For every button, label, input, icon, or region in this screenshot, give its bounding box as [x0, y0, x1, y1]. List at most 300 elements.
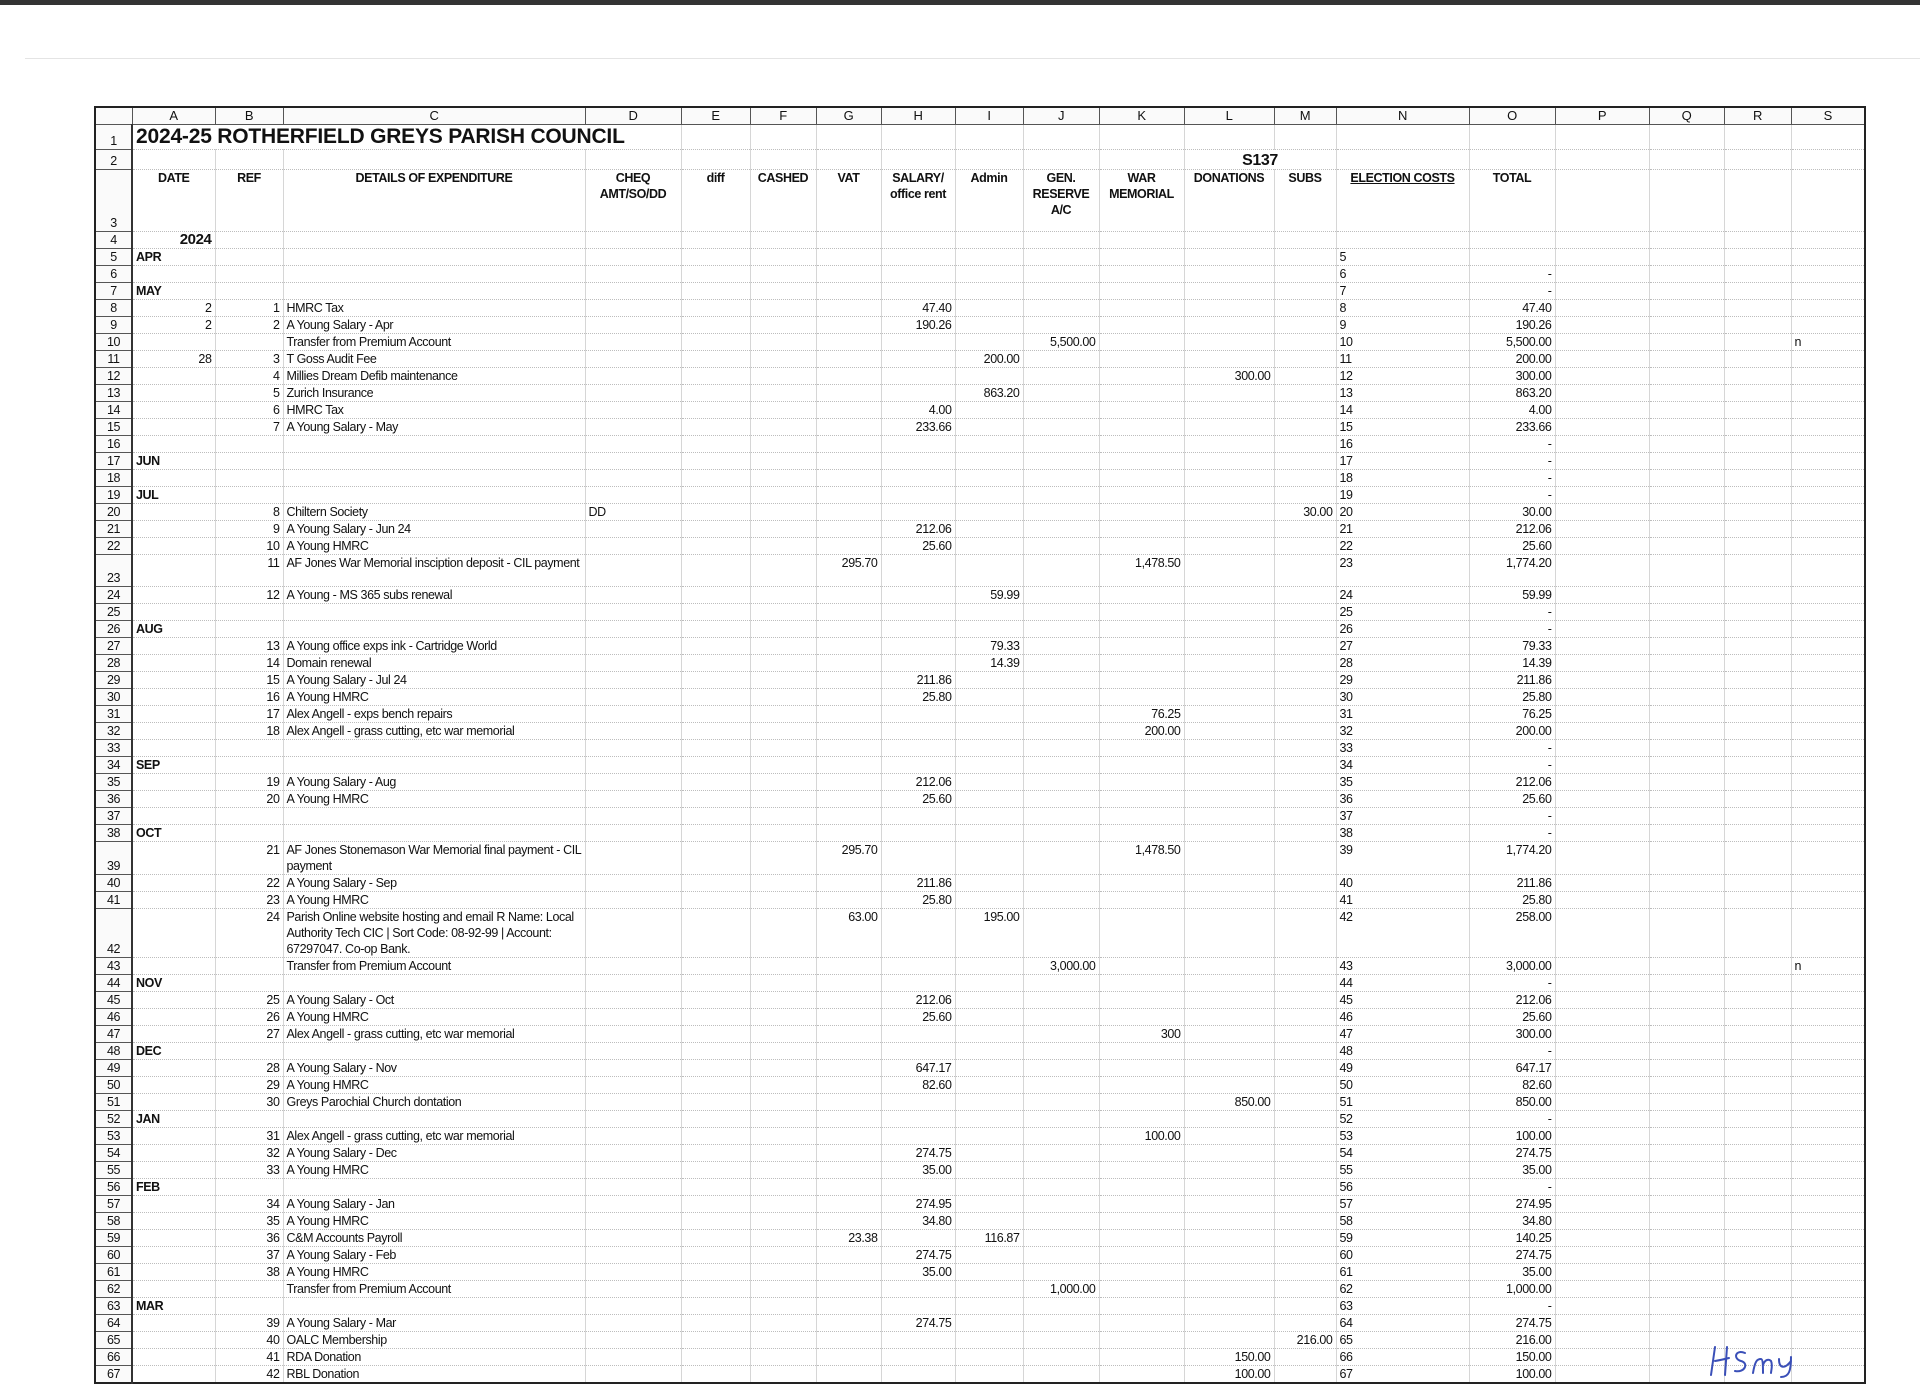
total-cell[interactable]: 150.00	[1469, 1349, 1555, 1366]
cell[interactable]	[1274, 1213, 1336, 1230]
cell[interactable]	[283, 808, 585, 825]
cell[interactable]	[681, 520, 750, 537]
row-number[interactable]: 38	[95, 825, 132, 842]
cell[interactable]	[1023, 1179, 1099, 1196]
cell[interactable]	[681, 384, 750, 401]
cell[interactable]	[1023, 875, 1099, 892]
cell[interactable]	[1023, 638, 1099, 655]
cell[interactable]	[1023, 774, 1099, 791]
cell[interactable]	[955, 723, 1023, 740]
row-number[interactable]: 27	[95, 638, 132, 655]
cell[interactable]	[585, 1060, 681, 1077]
cell[interactable]	[750, 1366, 816, 1384]
cell[interactable]	[881, 975, 955, 992]
row-number[interactable]: 44	[95, 975, 132, 992]
cell[interactable]	[1274, 316, 1336, 333]
cell[interactable]	[1649, 1196, 1724, 1213]
cell[interactable]	[1555, 1230, 1649, 1247]
cell[interactable]	[1791, 672, 1865, 689]
admin-cell[interactable]: 59.99	[955, 587, 1023, 604]
cell[interactable]	[1274, 469, 1336, 486]
cell[interactable]	[1184, 554, 1274, 587]
cell[interactable]	[132, 655, 215, 672]
cell[interactable]	[1274, 604, 1336, 621]
cell[interactable]: 43	[1336, 958, 1469, 975]
cell[interactable]	[1274, 367, 1336, 384]
cell[interactable]	[283, 231, 585, 248]
cell[interactable]	[283, 825, 585, 842]
ref-cell[interactable]: 9	[215, 520, 283, 537]
cell[interactable]	[955, 1281, 1023, 1298]
row-number[interactable]: 11	[95, 350, 132, 367]
cell[interactable]	[1184, 757, 1274, 774]
details-cell[interactable]: A Young Salary - Apr	[283, 316, 585, 333]
cell[interactable]	[681, 587, 750, 604]
cell[interactable]	[1555, 958, 1649, 975]
cell[interactable]	[283, 1111, 585, 1128]
cell[interactable]	[1791, 587, 1865, 604]
cell[interactable]	[955, 689, 1023, 706]
row-number[interactable]: 67	[95, 1366, 132, 1384]
cell[interactable]	[1184, 975, 1274, 992]
row-number[interactable]: 28	[95, 655, 132, 672]
row-number[interactable]: 30	[95, 689, 132, 706]
cell[interactable]	[750, 1213, 816, 1230]
cell[interactable]	[1184, 604, 1274, 621]
cell[interactable]	[1649, 757, 1724, 774]
cell[interactable]	[1555, 975, 1649, 992]
row-number[interactable]: 10	[95, 333, 132, 350]
cell[interactable]: 32	[1336, 723, 1469, 740]
cell[interactable]	[585, 316, 681, 333]
cell[interactable]: 23	[1336, 554, 1469, 587]
cell[interactable]	[1099, 1009, 1184, 1026]
cell[interactable]	[816, 231, 881, 248]
cell[interactable]	[816, 672, 881, 689]
cell[interactable]: 67	[1336, 1366, 1469, 1384]
cell[interactable]	[1099, 621, 1184, 638]
cell[interactable]	[1724, 791, 1791, 808]
cell[interactable]: 63	[1336, 1298, 1469, 1315]
cell[interactable]	[1791, 265, 1865, 282]
cell[interactable]	[1023, 1094, 1099, 1111]
cell[interactable]	[681, 1196, 750, 1213]
cell[interactable]	[585, 1128, 681, 1145]
ref-cell[interactable]: 10	[215, 537, 283, 554]
cell[interactable]	[681, 537, 750, 554]
column-header-q[interactable]: Q	[1649, 107, 1724, 124]
cell[interactable]	[681, 808, 750, 825]
cell[interactable]	[881, 469, 955, 486]
cell[interactable]	[283, 282, 585, 299]
subs-cell[interactable]: 216.00	[1274, 1332, 1336, 1349]
cell[interactable]	[1649, 1247, 1724, 1264]
cell[interactable]	[750, 992, 816, 1009]
column-header-k[interactable]: K	[1099, 107, 1184, 124]
cell[interactable]	[1724, 452, 1791, 469]
salary-cell[interactable]: 274.75	[881, 1145, 955, 1162]
cell[interactable]: 27	[1336, 638, 1469, 655]
column-header-a[interactable]: A	[132, 107, 215, 124]
cell[interactable]	[1649, 520, 1724, 537]
cell[interactable]	[881, 367, 955, 384]
cell[interactable]	[1023, 723, 1099, 740]
cell[interactable]	[1649, 149, 1724, 169]
cell[interactable]	[816, 124, 881, 149]
cell[interactable]	[585, 706, 681, 723]
ref-cell[interactable]: 28	[215, 1060, 283, 1077]
cell[interactable]	[1274, 537, 1336, 554]
cell[interactable]	[1023, 486, 1099, 503]
cell[interactable]	[955, 808, 1023, 825]
cell[interactable]	[1791, 169, 1865, 231]
cell[interactable]	[585, 1298, 681, 1315]
cell[interactable]	[1099, 299, 1184, 316]
cell[interactable]	[1023, 992, 1099, 1009]
cell[interactable]	[1791, 248, 1865, 265]
cell[interactable]	[1555, 621, 1649, 638]
cell[interactable]	[1099, 503, 1184, 520]
cell[interactable]	[585, 825, 681, 842]
cell[interactable]	[132, 418, 215, 435]
cell[interactable]	[681, 452, 750, 469]
cell[interactable]	[816, 621, 881, 638]
cell[interactable]	[1791, 975, 1865, 992]
cell[interactable]	[750, 1281, 816, 1298]
cell[interactable]	[681, 1281, 750, 1298]
salary-cell[interactable]: 25.80	[881, 689, 955, 706]
cell[interactable]	[750, 124, 816, 149]
salary-cell[interactable]: 274.75	[881, 1247, 955, 1264]
cell[interactable]	[1099, 1213, 1184, 1230]
cell[interactable]	[132, 1315, 215, 1332]
cell[interactable]	[132, 892, 215, 909]
cell[interactable]	[750, 282, 816, 299]
cell[interactable]	[955, 469, 1023, 486]
cell[interactable]	[132, 740, 215, 757]
cell[interactable]	[1184, 909, 1274, 958]
cell[interactable]	[1023, 1009, 1099, 1026]
cell[interactable]	[1649, 1009, 1724, 1026]
cell[interactable]	[1336, 231, 1469, 248]
cell[interactable]	[1791, 384, 1865, 401]
cell[interactable]	[1649, 706, 1724, 723]
total-cell[interactable]: -	[1469, 621, 1555, 638]
cell[interactable]	[585, 333, 681, 350]
month-label[interactable]: FEB	[132, 1179, 215, 1196]
cell[interactable]	[750, 587, 816, 604]
cell[interactable]	[1023, 350, 1099, 367]
cell[interactable]	[585, 299, 681, 316]
cell[interactable]	[1023, 1247, 1099, 1264]
cell[interactable]	[1099, 469, 1184, 486]
donations-cell[interactable]: 150.00	[1184, 1349, 1274, 1366]
row-number[interactable]: 1	[95, 124, 132, 149]
total-cell[interactable]: -	[1469, 808, 1555, 825]
cell[interactable]	[750, 452, 816, 469]
cell[interactable]	[132, 1230, 215, 1247]
cell[interactable]	[816, 1026, 881, 1043]
cell[interactable]	[215, 486, 283, 503]
month-label[interactable]: MAR	[132, 1298, 215, 1315]
cell[interactable]	[1023, 554, 1099, 587]
cell[interactable]	[955, 367, 1023, 384]
row-number[interactable]: 18	[95, 469, 132, 486]
cell[interactable]	[1099, 1332, 1184, 1349]
cell[interactable]	[1184, 825, 1274, 842]
total-cell[interactable]: 850.00	[1469, 1094, 1555, 1111]
cell[interactable]	[132, 469, 215, 486]
cell[interactable]	[585, 1213, 681, 1230]
cell[interactable]	[132, 774, 215, 791]
salary-cell[interactable]: 274.75	[881, 1315, 955, 1332]
cell[interactable]	[215, 149, 283, 169]
total-cell[interactable]: 212.06	[1469, 774, 1555, 791]
cell[interactable]	[816, 1179, 881, 1196]
cell[interactable]	[1184, 774, 1274, 791]
cell[interactable]	[1023, 316, 1099, 333]
cell[interactable]	[816, 537, 881, 554]
cell[interactable]: 13	[1336, 384, 1469, 401]
cell[interactable]	[955, 333, 1023, 350]
cell[interactable]	[1274, 706, 1336, 723]
war-memorial-cell[interactable]: 200.00	[1099, 723, 1184, 740]
cell[interactable]	[816, 486, 881, 503]
cell[interactable]	[1099, 740, 1184, 757]
cell[interactable]	[750, 1009, 816, 1026]
cell[interactable]	[1184, 791, 1274, 808]
cell[interactable]	[585, 265, 681, 282]
cell[interactable]	[1274, 554, 1336, 587]
details-cell[interactable]: A Young Salary - Jun 24	[283, 520, 585, 537]
cell[interactable]	[1184, 486, 1274, 503]
cell[interactable]	[1649, 808, 1724, 825]
cell[interactable]	[585, 689, 681, 706]
cell[interactable]	[681, 1145, 750, 1162]
cell[interactable]	[681, 655, 750, 672]
cell[interactable]	[881, 350, 955, 367]
cell[interactable]	[955, 1026, 1023, 1043]
cell[interactable]	[132, 1366, 215, 1384]
cell[interactable]	[132, 149, 215, 169]
header-j[interactable]: GEN. RESERVE A/C	[1023, 169, 1099, 231]
cell[interactable]	[1791, 1077, 1865, 1094]
cell[interactable]	[816, 825, 881, 842]
cell[interactable]	[132, 1009, 215, 1026]
total-cell[interactable]: -	[1469, 740, 1555, 757]
cell[interactable]	[585, 1230, 681, 1247]
details-cell[interactable]: Zurich Insurance	[283, 384, 585, 401]
cell[interactable]	[1023, 975, 1099, 992]
cell[interactable]	[955, 418, 1023, 435]
cell[interactable]	[1469, 231, 1555, 248]
details-cell[interactable]: Millies Dream Defib maintenance	[283, 367, 585, 384]
cell[interactable]	[132, 537, 215, 554]
cell[interactable]	[1555, 418, 1649, 435]
cell[interactable]: 16	[1336, 435, 1469, 452]
cell[interactable]	[1724, 740, 1791, 757]
cell[interactable]	[1791, 1128, 1865, 1145]
cell[interactable]	[881, 503, 955, 520]
cell[interactable]	[1336, 124, 1469, 149]
cell[interactable]	[585, 1281, 681, 1298]
cell[interactable]	[1099, 1264, 1184, 1281]
cell[interactable]	[681, 435, 750, 452]
row-number[interactable]: 58	[95, 1213, 132, 1230]
row-number[interactable]: 32	[95, 723, 132, 740]
donations-cell[interactable]: 300.00	[1184, 367, 1274, 384]
cell[interactable]	[1555, 486, 1649, 503]
salary-cell[interactable]: 212.06	[881, 520, 955, 537]
date-cell[interactable]: 2	[132, 299, 215, 316]
cell[interactable]: 61	[1336, 1264, 1469, 1281]
cell[interactable]	[1555, 808, 1649, 825]
cell[interactable]	[816, 503, 881, 520]
cell[interactable]	[881, 1281, 955, 1298]
cell[interactable]	[1099, 1060, 1184, 1077]
cell[interactable]	[681, 265, 750, 282]
cell[interactable]	[1099, 1366, 1184, 1384]
total-cell[interactable]: 274.75	[1469, 1315, 1555, 1332]
cell[interactable]	[585, 149, 681, 169]
cell[interactable]	[132, 333, 215, 350]
cell[interactable]	[816, 655, 881, 672]
admin-cell[interactable]: 200.00	[955, 350, 1023, 367]
cell[interactable]	[1791, 757, 1865, 774]
details-cell[interactable]: Domain renewal	[283, 655, 585, 672]
cell[interactable]: 31	[1336, 706, 1469, 723]
cell[interactable]	[1791, 537, 1865, 554]
cell[interactable]	[681, 723, 750, 740]
cell[interactable]	[1555, 537, 1649, 554]
cell[interactable]	[816, 791, 881, 808]
cell[interactable]	[132, 672, 215, 689]
row-number[interactable]: 31	[95, 706, 132, 723]
month-label[interactable]: NOV	[132, 975, 215, 992]
cell[interactable]	[955, 825, 1023, 842]
total-cell[interactable]: 3,000.00	[1469, 958, 1555, 975]
total-cell[interactable]: 35.00	[1469, 1264, 1555, 1281]
cell[interactable]	[955, 1298, 1023, 1315]
cell[interactable]	[750, 875, 816, 892]
cell[interactable]	[955, 401, 1023, 418]
cell[interactable]	[955, 875, 1023, 892]
total-cell[interactable]: -	[1469, 604, 1555, 621]
cell[interactable]	[816, 367, 881, 384]
cell[interactable]	[1724, 231, 1791, 248]
select-all-corner[interactable]	[95, 107, 132, 124]
column-header-o[interactable]: O	[1469, 107, 1555, 124]
cell[interactable]	[1724, 384, 1791, 401]
cell[interactable]	[1649, 825, 1724, 842]
cell[interactable]	[132, 1247, 215, 1264]
cell[interactable]	[283, 1179, 585, 1196]
cell[interactable]	[1791, 808, 1865, 825]
total-cell[interactable]: 76.25	[1469, 706, 1555, 723]
cell[interactable]	[955, 1213, 1023, 1230]
row-number[interactable]: 61	[95, 1264, 132, 1281]
cell[interactable]: 22	[1336, 537, 1469, 554]
row-number[interactable]: 65	[95, 1332, 132, 1349]
column-header-e[interactable]: E	[681, 107, 750, 124]
cell[interactable]	[881, 638, 955, 655]
cell[interactable]	[1649, 1264, 1724, 1281]
row-number[interactable]: 9	[95, 316, 132, 333]
cell[interactable]	[881, 333, 955, 350]
cell[interactable]	[1336, 149, 1469, 169]
cell[interactable]	[1724, 503, 1791, 520]
header-f[interactable]: CASHED	[750, 169, 816, 231]
cell[interactable]	[585, 740, 681, 757]
cell[interactable]	[1274, 486, 1336, 503]
cell[interactable]	[816, 452, 881, 469]
cell[interactable]	[1791, 452, 1865, 469]
cell[interactable]	[955, 316, 1023, 333]
cell[interactable]	[1023, 384, 1099, 401]
cell[interactable]	[955, 842, 1023, 875]
month-label[interactable]: OCT	[132, 825, 215, 842]
cell[interactable]	[750, 892, 816, 909]
date-cell[interactable]: 28	[132, 350, 215, 367]
cell[interactable]	[1274, 1128, 1336, 1145]
cell[interactable]	[750, 486, 816, 503]
subs-cell[interactable]: 30.00	[1274, 503, 1336, 520]
row-number[interactable]: 42	[95, 909, 132, 958]
total-cell[interactable]: 30.00	[1469, 503, 1555, 520]
cell[interactable]	[1184, 1111, 1274, 1128]
cell[interactable]	[750, 1196, 816, 1213]
cell[interactable]	[1555, 1281, 1649, 1298]
cell[interactable]: 26	[1336, 621, 1469, 638]
cell[interactable]	[1649, 469, 1724, 486]
total-cell[interactable]: 47.40	[1469, 299, 1555, 316]
cell[interactable]	[1724, 469, 1791, 486]
ref-cell[interactable]: 20	[215, 791, 283, 808]
salary-cell[interactable]: 25.60	[881, 1009, 955, 1026]
cell[interactable]	[1791, 1247, 1865, 1264]
cell[interactable]	[1099, 486, 1184, 503]
cell[interactable]	[1649, 791, 1724, 808]
total-cell[interactable]: 212.06	[1469, 520, 1555, 537]
total-cell[interactable]: 14.39	[1469, 655, 1555, 672]
total-cell[interactable]: 1,774.20	[1469, 554, 1555, 587]
cell[interactable]	[215, 435, 283, 452]
details-cell[interactable]: RDA Donation	[283, 1349, 585, 1366]
cell[interactable]	[955, 1366, 1023, 1384]
cell[interactable]	[1555, 1026, 1649, 1043]
cell[interactable]	[585, 808, 681, 825]
ref-cell[interactable]: 42	[215, 1366, 283, 1384]
cell[interactable]	[816, 418, 881, 435]
cell[interactable]	[955, 231, 1023, 248]
cell[interactable]	[1099, 808, 1184, 825]
cell[interactable]	[881, 706, 955, 723]
cell[interactable]	[750, 1298, 816, 1315]
cell[interactable]	[1724, 299, 1791, 316]
cell[interactable]	[750, 265, 816, 282]
total-cell[interactable]: 100.00	[1469, 1128, 1555, 1145]
cell[interactable]	[1555, 401, 1649, 418]
cell[interactable]	[750, 1026, 816, 1043]
cell[interactable]	[955, 1264, 1023, 1281]
row-number[interactable]: 34	[95, 757, 132, 774]
cell[interactable]	[1099, 384, 1184, 401]
cell[interactable]	[1791, 689, 1865, 706]
cell[interactable]	[1184, 299, 1274, 316]
cell[interactable]	[1099, 231, 1184, 248]
cell[interactable]	[1274, 124, 1336, 149]
cell[interactable]	[955, 1077, 1023, 1094]
